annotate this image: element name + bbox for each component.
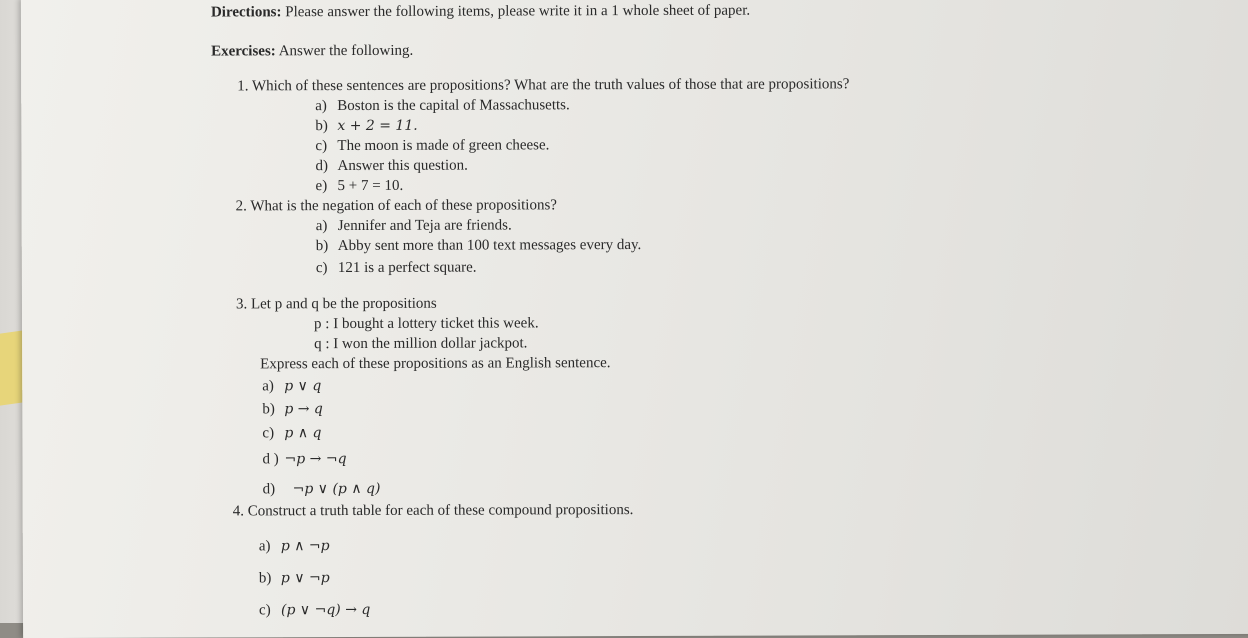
question-1-number: 1.	[237, 78, 249, 95]
question-3	[236, 295, 437, 314]
directions-text: Please answer the following items, please write it in a 1 whole sheet of paper.	[285, 2, 751, 21]
q3-item-b: b) p → q	[262, 401, 323, 418]
question-4	[233, 501, 634, 520]
question-1	[237, 75, 849, 95]
q2-item-a: a) Jennifer and Teja are friends.	[315, 217, 512, 235]
question-2-text: What is the negation of each of these propositions?	[250, 197, 557, 215]
question-3-number: 3.	[235, 296, 248, 313]
q2-item-b: b) Abby sent more than 100 text messages every day.	[315, 237, 642, 255]
exercises-line	[211, 42, 413, 61]
q1-item-a: a) Boston is the capital of Massachusetts.	[315, 97, 570, 115]
worksheet-paper	[21, 0, 1248, 638]
q3-item-c: c) p ∧ q	[262, 425, 322, 442]
q3-p-definition: p : I bought a lottery ticket this week.	[313, 315, 539, 333]
q1-item-c: c) The moon is made of green cheese.	[315, 137, 550, 155]
directions-label: Directions:	[210, 4, 282, 21]
q4-item-a: a) p ∧ ¬p	[258, 538, 330, 555]
q3-q-definition: q : I won the million dollar jackpot.	[314, 335, 528, 353]
q3-item-d1: d ) ¬p → ¬q	[262, 451, 347, 468]
directions-line	[211, 2, 750, 22]
question-4-number: 4.	[232, 503, 244, 520]
exercises-label: Exercises:	[211, 43, 276, 60]
q3-instruction: Express each of these propositions as an English sentence.	[260, 355, 611, 373]
q4-item-c: c) (p ∨ ¬q) → q	[258, 601, 371, 619]
exercises-text: Answer the following.	[278, 42, 414, 60]
q3-item-d2: d) ¬p ∨ (p ∧ q)	[262, 480, 381, 498]
q2-item-c: c) 121 is a perfect square.	[315, 259, 477, 277]
question-3-text: Let p and q be the propositions	[250, 295, 437, 313]
question-2	[236, 196, 557, 215]
q1-item-b: b) x + 2 = 11.	[315, 117, 418, 135]
question-4-text: Construct a truth table for each of these compound propositions.	[247, 502, 634, 520]
question-2-number: 2.	[235, 198, 247, 215]
q1-item-d: d) Answer this question.	[315, 157, 468, 175]
q4-item-b: b) p ∨ ¬p	[258, 570, 330, 587]
question-1-text: Which of these sentences are propositions? What are the truth values of those that are propositions?	[251, 76, 850, 95]
q3-item-a: a) p ∨ q	[262, 378, 322, 395]
q1-item-e: e) 5 + 7 = 10.	[315, 177, 404, 195]
